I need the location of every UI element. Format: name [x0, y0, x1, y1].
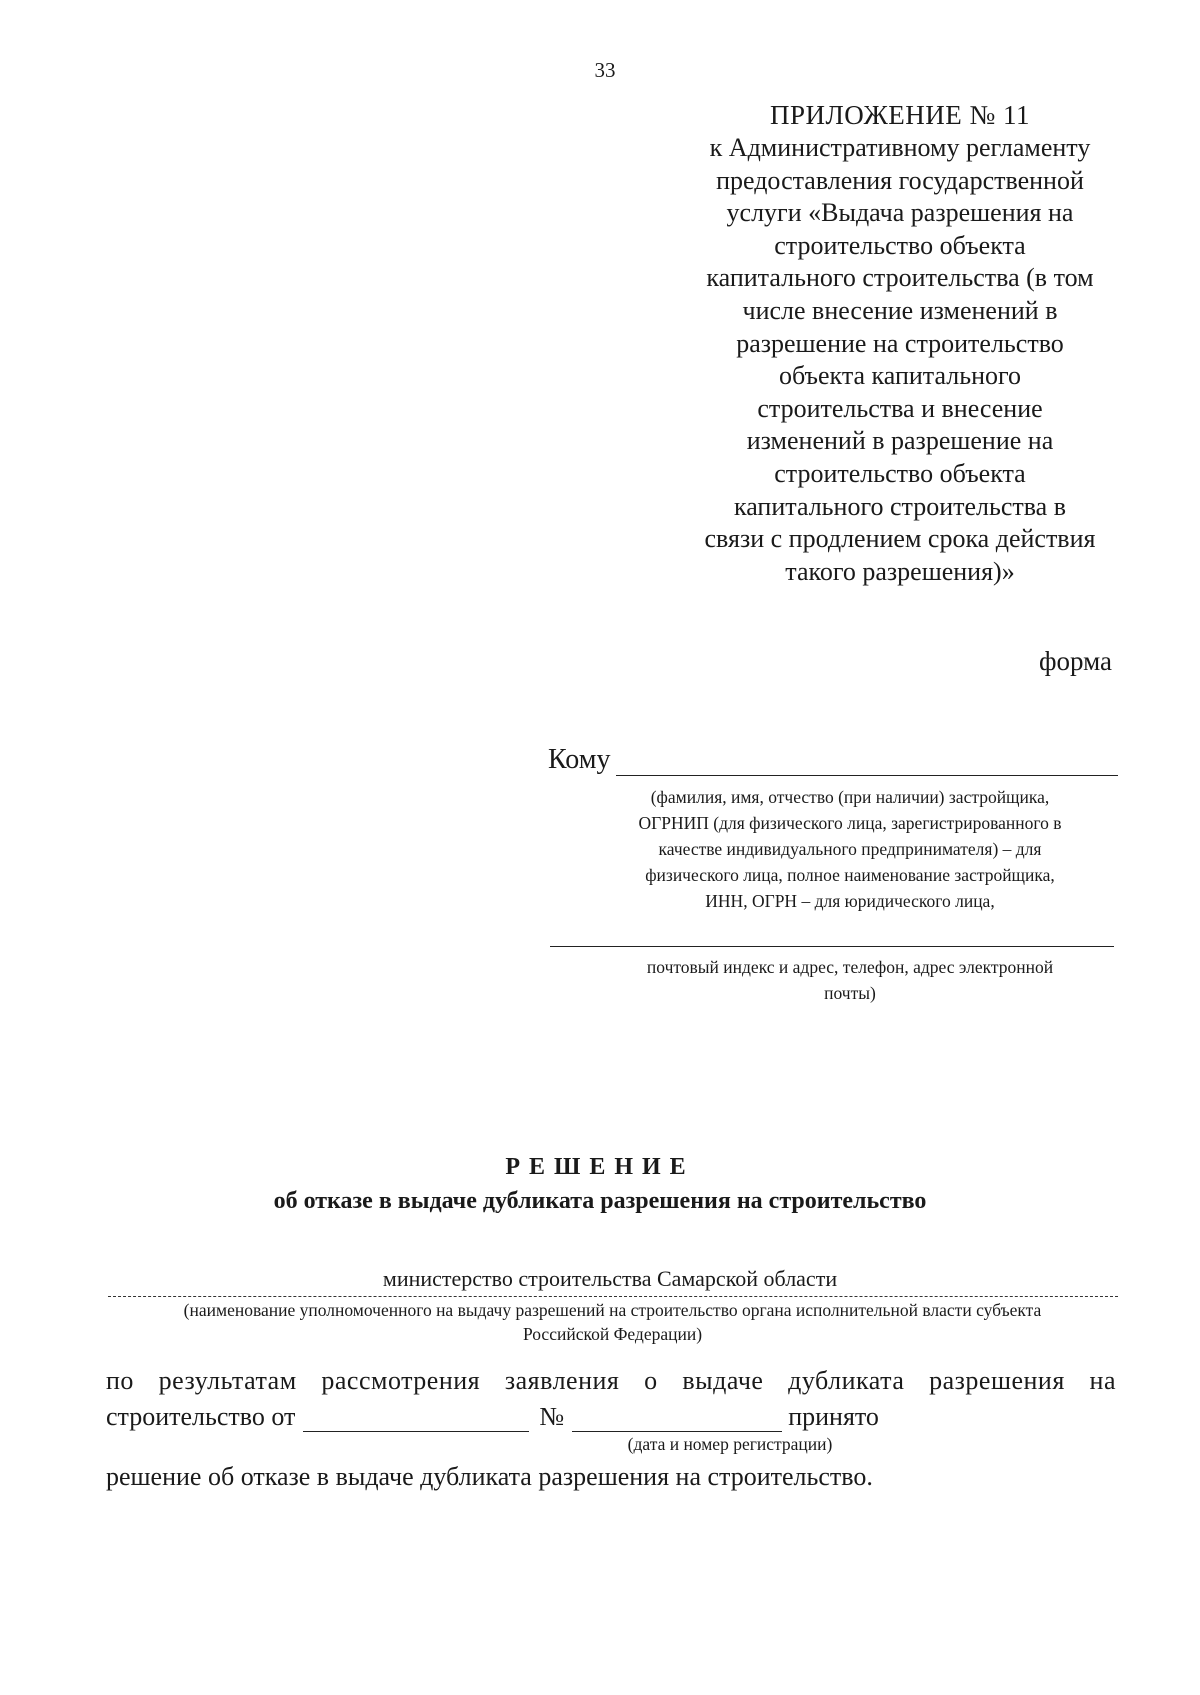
appendix-line: такого разрешения)» — [785, 556, 1015, 586]
caption-line: ИНН, ОГРН – для юридического лица, — [705, 891, 995, 911]
decision-title: РЕШЕНИЕ — [505, 1154, 695, 1180]
caption-line: качестве индивидуального предпринимателя) – для — [658, 839, 1042, 859]
authority-input-line[interactable] — [108, 1296, 1118, 1297]
appendix-line: строительства и внесение — [757, 393, 1043, 423]
caption-line: почтовый индекс и адрес, телефон, адрес электронной — [646, 957, 1054, 977]
appendix-line: к Административному регламенту — [709, 133, 1091, 162]
address-caption — [600, 954, 1100, 1006]
caption-line: (наименование уполномоченного на выдачу разрешений на строительство органа исполнительной власти субъекта — [183, 1300, 1042, 1320]
recipient-caption — [600, 784, 1100, 914]
authority-name: министерство строительства Самарской области — [382, 1266, 838, 1291]
decision-subtitle: об отказе в выдаче дубликата разрешения на строительство — [273, 1188, 927, 1214]
recipient-address-input-line[interactable] — [550, 946, 1114, 947]
body-text-line: решение об отказе в выдаче дубликата разрешения на строительство. — [106, 1462, 873, 1491]
date-number-caption: (дата и номер регистрации) — [627, 1434, 833, 1454]
appendix-title: ПРИЛОЖЕНИЕ № 11 — [769, 100, 1031, 130]
caption-line: (фамилия, имя, отчество (при наличии) застройщика, — [650, 787, 1050, 807]
appendix-line: строительство объекта — [774, 230, 1026, 260]
number-sign: № — [539, 1402, 565, 1431]
appendix-line: объекта капитального — [778, 361, 1022, 391]
page-number: 33 — [594, 58, 616, 82]
body-suffix: принято — [788, 1402, 879, 1431]
appendix-line: связи с продлением срока действия — [704, 524, 1096, 554]
appendix-line: числе внесение изменений в — [742, 295, 1058, 325]
authority-caption — [100, 1298, 1125, 1346]
caption-line: Российской Федерации) — [522, 1324, 703, 1344]
appendix-line: изменений в разрешение на — [746, 426, 1054, 456]
recipient-input-line[interactable] — [616, 745, 1118, 776]
caption-line: ОГРНИП (для физического лица, зарегистрированного в — [638, 813, 1062, 833]
appendix-line: капитального строительства в — [734, 491, 1066, 521]
appendix-line: услуги «Выдача разрешения на — [726, 198, 1074, 228]
appendix-line: капитального строительства (в том — [706, 263, 1094, 293]
number-input-line[interactable] — [572, 1405, 782, 1432]
appendix-header — [670, 98, 1130, 588]
body-text-line: по результатам рассмотрения заявления о выдаче дубликата разрешения на — [106, 1366, 1116, 1395]
body-text-line-with-fields — [106, 1402, 1116, 1432]
caption-line: почты) — [824, 983, 876, 1003]
form-label: форма — [1039, 646, 1112, 676]
appendix-line: предоставления государственной — [716, 165, 1084, 195]
body-prefix: строительство от — [106, 1402, 296, 1431]
caption-line: физического лица, полное наименование застройщика, — [645, 865, 1055, 885]
date-input-line[interactable] — [303, 1405, 529, 1432]
appendix-line: разрешение на строительство — [736, 328, 1064, 358]
appendix-line: строительство объекта — [774, 458, 1026, 488]
recipient-label: Кому — [548, 744, 611, 775]
recipient-field — [548, 744, 1118, 776]
